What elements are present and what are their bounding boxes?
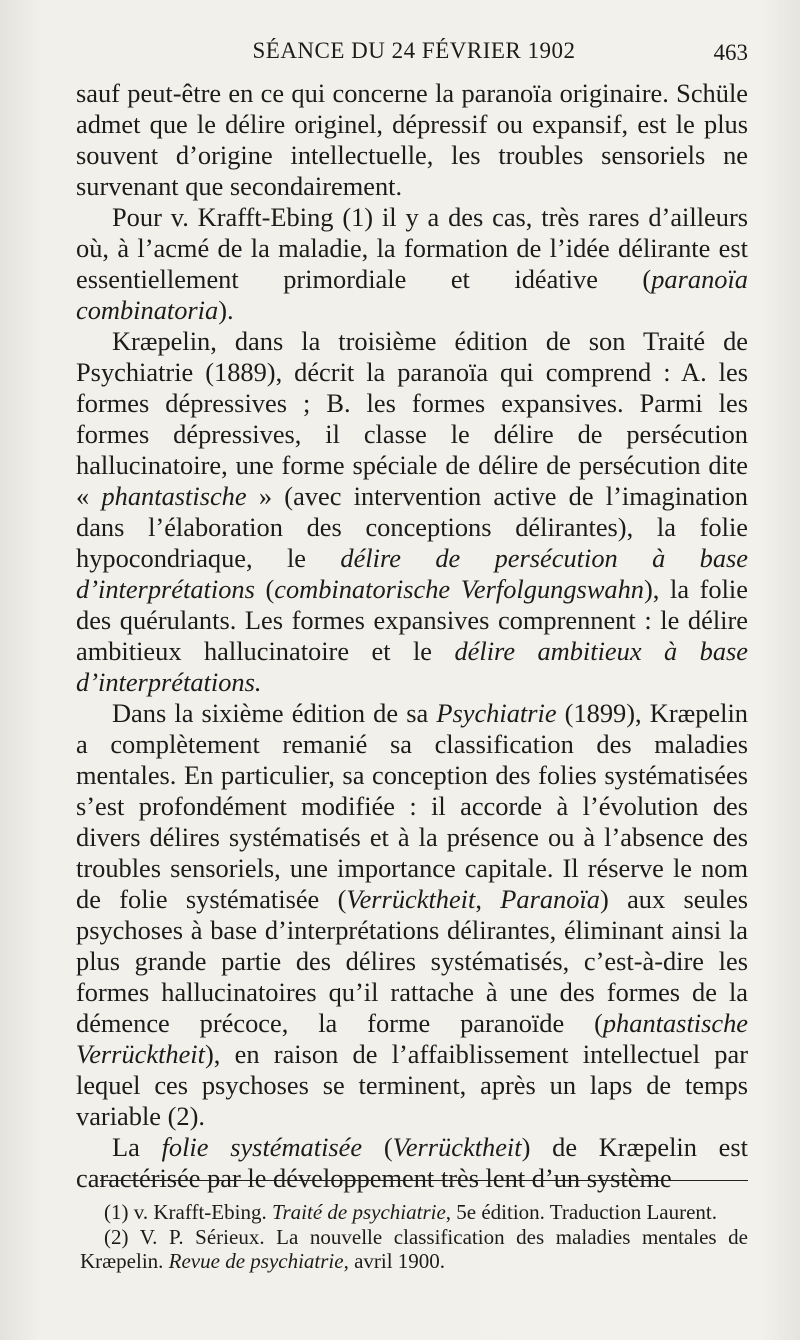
p3-italic-b: phantastische xyxy=(101,481,247,511)
p4-italic-b: Psychiatrie xyxy=(436,698,557,728)
p4-text-a: Dans la sixième édition de sa xyxy=(112,698,437,728)
p3-text-c: » (avec intervention active de l’imagination dans l’élaboration des conceptions délirantes), la folie hypocondriaque, le xyxy=(76,481,748,573)
p3-italic-f: combinatorische Verfolgungswahn xyxy=(274,574,645,604)
paragraph-4 xyxy=(76,698,748,1132)
p2-italic-b: paranoïa combinatoria xyxy=(76,264,748,325)
p4-italic-d: Verrücktheit xyxy=(346,884,476,914)
p4-italic-h: phantastische Verrücktheit xyxy=(76,1008,748,1069)
fn2-text-c: , avril 1900. xyxy=(343,1249,446,1273)
fn1-text-c: , 5e édition. Traduction Laurent. xyxy=(445,1200,717,1224)
fn1-text-a: (1) v. Krafft-Ebing. xyxy=(104,1200,272,1224)
p4-text-i: ), en raison de l’affaiblissement intellectuel par lequel ces psychoses se terminent, après un laps de temps variable (2). xyxy=(76,1039,748,1131)
p5-italic-b: folie systématisée xyxy=(161,1132,363,1162)
paragraph-5 xyxy=(76,1132,748,1194)
p4-text-c: (1899), Kræpelin a complètement remanié sa classification des maladies mentales. En particulier, sa conception des folies systématisées s’est profondément modifiée : il accorde à l’évolution des divers délires systématisés et à la présence ou à l’absence des troubles sensoriels, une importance capitale. Il réserve le nom de folie systématisée ( xyxy=(76,698,748,914)
p3-italic-h: délire ambitieux à base d’interprétations. xyxy=(76,636,748,697)
p3-text-e: ( xyxy=(254,574,275,604)
page-header xyxy=(80,38,748,72)
paragraph-3 xyxy=(76,326,748,698)
footnote-2 xyxy=(80,1225,748,1274)
p4-text-g: ) aux seules psychoses à base d’interprétations délirantes, éliminant ainsi la plus grande partie des délires systématisés, c’est-à-dire les formes hallucinatoires qu’il rattache à une des formes de la démence précoce, la forme paranoïde ( xyxy=(76,884,748,1038)
p5-text-e: ) de Kræpelin est caractérisée par le développement très lent d’un système xyxy=(76,1132,748,1193)
fn1-italic-b: Traité de psychiatrie xyxy=(271,1200,446,1224)
paragraph-2 xyxy=(76,202,748,326)
running-title: SÉANCE DU 24 FÉVRIER 1902 xyxy=(252,38,576,63)
p4-italic-f: Paranoïa xyxy=(500,884,600,914)
footnote-divider xyxy=(100,1180,748,1181)
p3-text-a: Kræpelin, dans la troisième édition de son Traité de Psychiatrie (1889), décrit la paranoïa qui comprend : A. les formes dépressives ; B. les formes expansives. Parmi les formes dépressives, il classe le délire de persécution hallucinatoire, une forme spéciale de délire de persécution dite « xyxy=(76,326,748,511)
body-text xyxy=(76,78,748,1194)
p5-text-a: La xyxy=(112,1132,162,1162)
paragraph-1-text: sauf peut-être en ce qui concerne la paranoïa originaire. Schüle admet que le délire originel, dépressif ou expansif, est le plus souvent d’origine intellectuelle, les troubles sensoriels ne survenant que secondairement. xyxy=(76,78,748,201)
p5-text-c: ( xyxy=(362,1132,393,1162)
p3-text-g: ), la folie des quérulants. Les formes expansives comprennent : le délire ambitieux hallucinatoire et le xyxy=(76,574,748,666)
p3-italic-d: délire de persécution à base d’interprétations xyxy=(76,543,749,604)
fn2-text-a: (2) V. P. Sérieux. La nouvelle classification des maladies mentales de Kræpelin. xyxy=(80,1224,748,1273)
p2-text-c: ). xyxy=(218,295,234,325)
p5-italic-d: Verrücktheit xyxy=(392,1132,522,1162)
page-number: 463 xyxy=(713,40,748,65)
footnotes xyxy=(80,1200,748,1274)
p2-text-a: Pour v. Krafft-Ebing (1) il y a des cas, très rares d’ailleurs où, à l’acmé de la maladie, la formation de l’idée délirante est essentiellement primordiale et idéative ( xyxy=(76,202,748,294)
fn2-italic-b: Revue de psychiatrie xyxy=(168,1249,344,1273)
p4-text-e: , xyxy=(475,884,501,914)
paragraph-1 xyxy=(76,78,748,202)
footnote-1 xyxy=(80,1200,748,1225)
